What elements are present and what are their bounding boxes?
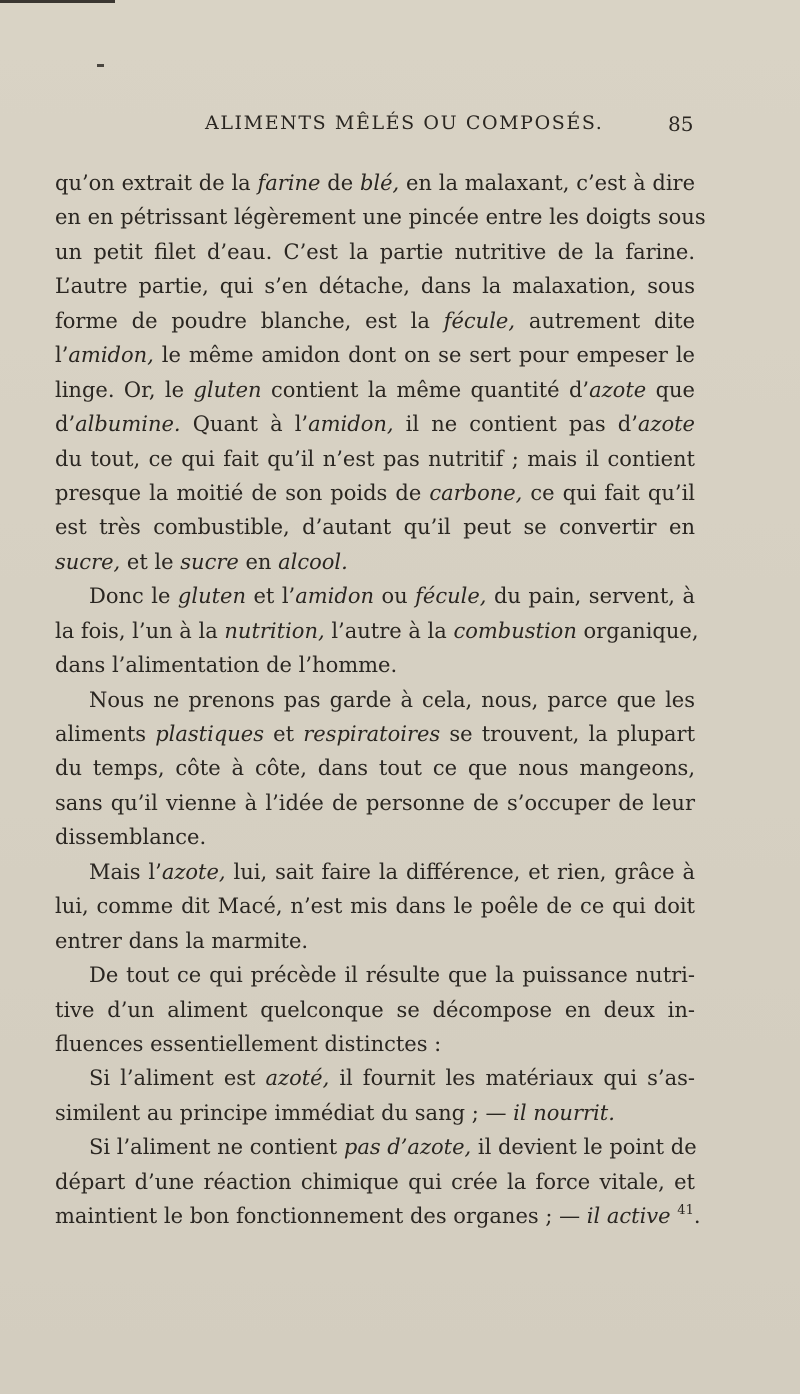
text-line: linge. Or, le gluten contient la même quantité d’azote que (55, 377, 695, 402)
italic-term: nutrition, (224, 618, 325, 643)
italic-term: il nourrit. (513, 1100, 615, 1125)
text-line: est très combustible, d’autant qu’il peut se convertir en (55, 515, 695, 540)
text-line: Si l’aliment ne contient pas d’azote, il devient le point de (89, 1135, 697, 1160)
top-rule (0, 0, 115, 3)
text-line: du tout, ce qui fait qu’il n’est pas nutritif ; mais il contient (55, 446, 695, 471)
body-text (55, 166, 706, 1234)
italic-term: azote (589, 377, 647, 402)
dash-mark (97, 64, 104, 67)
italic-term: carbone, (429, 480, 523, 505)
text-line: tive d’un aliment quelconque se décompose en deux in- (55, 997, 695, 1022)
text-line: départ d’une réaction chimique qui crée la force vitale, et (55, 1169, 695, 1194)
text-line: maintient le bon fonctionnement des organes ; — il active $^{41}$. (55, 1203, 701, 1229)
text-line: du temps, côte à côte, dans tout ce que nous mangeons, (55, 756, 695, 781)
text-line: fluences essentiellement distinctes : (55, 1031, 442, 1056)
text-line: Nous ne prenons pas garde à cela, nous, parce que les (89, 687, 695, 712)
text-line: L’autre partie, qui s’en détache, dans la malaxation, sous (55, 274, 695, 299)
text-line: dans l’alimentation de l’homme. (55, 653, 398, 678)
italic-term: sucre, (55, 549, 121, 574)
running-title: ALIMENTS MÊLÉS OU COMPOSÉS. (205, 112, 604, 134)
italic-term: azoté, (265, 1066, 330, 1091)
text-line: forme de poudre blanche, est la fécule, autrement dite (55, 308, 695, 333)
text-line: Mais l’azote, lui, sait faire la différence, et rien, grâce à (89, 859, 695, 884)
italic-term: azote, (161, 859, 226, 884)
text-line: lui, comme dit Macé, n’est mis dans le poêle de ce qui doit (55, 894, 695, 919)
italic-term: respiratoires (303, 722, 441, 746)
text-line: un petit filet d’eau. C’est la partie nutritive de la farine. (55, 239, 695, 264)
text-line: Si l’aliment est azoté, il fournit les matériaux qui s’as- (89, 1066, 695, 1091)
italic-term: amidon, (308, 412, 394, 437)
text-line: en en pétrissant légèrement une pincée entre les doigts sous (55, 205, 706, 230)
text-line: presque la moitié de son poids de carbone, ce qui fait qu’il (55, 480, 695, 505)
text-line: la fois, l’un à la nutrition, l’autre à la combustion organique, (55, 618, 699, 643)
italic-term: amidon (295, 584, 374, 609)
text-line: Donc le gluten et l’amidon ou fécule, du pain, servent, à (89, 584, 695, 609)
page-number: 85 (668, 112, 694, 136)
text-line: l’amidon, le même amidon dont on se sert pour empeser le (55, 343, 695, 368)
italic-term: fécule, (415, 584, 487, 609)
italic-term: gluten (193, 377, 262, 402)
italic-term: amidon, (68, 343, 154, 368)
italic-term: combustion (453, 618, 577, 643)
italic-term: pas d’azote, (343, 1135, 472, 1160)
italic-term: il active (586, 1204, 671, 1229)
italic-term: gluten (177, 584, 246, 609)
italic-term: alcool. (278, 549, 348, 574)
italic-term: sucre (180, 549, 239, 574)
text-line: qu’on extrait de la farine de blé, en la malaxant, c’est à dire (55, 171, 695, 195)
italic-term: blé, (359, 171, 400, 195)
italic-term: fécule, (443, 308, 516, 333)
text-line: aliments plastiques et respiratoires se trouvent, la plupart (55, 722, 696, 746)
italic-term: albumine. (75, 412, 181, 437)
text-line: sucre, et le sucre en alcool. (55, 549, 348, 574)
text-line: De tout ce qui précède il résulte que la puissance nutri- (89, 963, 695, 988)
text-line: d’albumine. Quant à l’amidon, il ne contient pas d’azote (55, 412, 695, 437)
footnote-ref: 41 (677, 1203, 694, 1219)
text-line: sans qu’il vienne à l’idée de personne de s’occuper de leur (55, 790, 695, 815)
italic-term: plastiques (155, 722, 264, 746)
text-line: similent au principe immédiat du sang ; — il nourrit. (55, 1100, 615, 1125)
text-line: dissemblance. (55, 825, 207, 850)
italic-term: farine (257, 171, 321, 195)
italic-term: azote (637, 412, 695, 437)
text-line: entrer dans la marmite. (55, 928, 309, 953)
